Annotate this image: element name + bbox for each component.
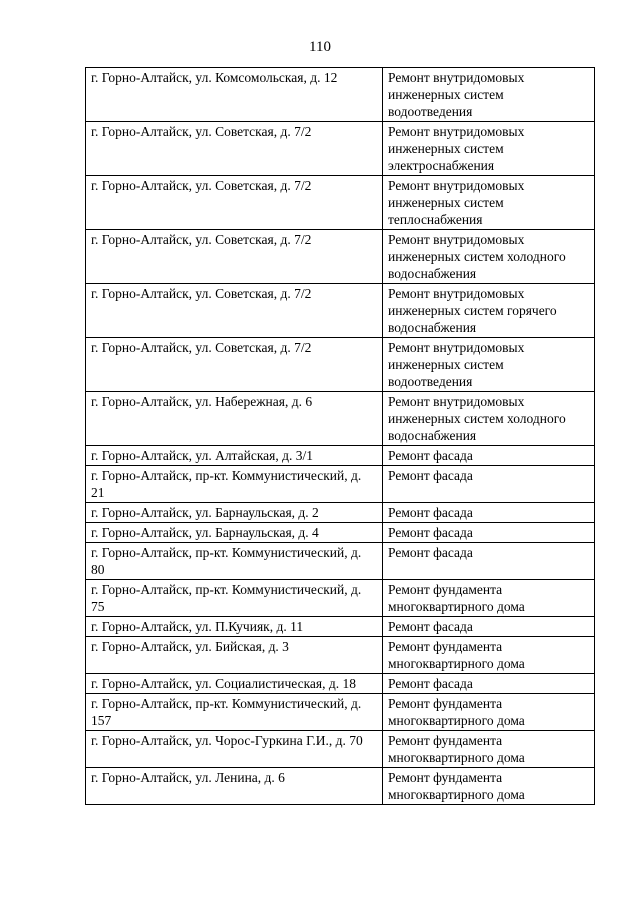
works-table [85, 67, 595, 805]
work-cell: Ремонт внутридомовых инженерных систем водоотведения [383, 68, 595, 122]
work-cell: Ремонт внутридомовых инженерных систем холодного водоснабжения [383, 392, 595, 446]
work-cell: Ремонт внутридомовых инженерных систем горячего водоснабжения [383, 284, 595, 338]
address-cell: г. Горно-Алтайск, ул. Комсомольская, д. 12 [86, 68, 383, 122]
work-cell: Ремонт фундамента многоквартирного дома [383, 768, 595, 805]
work-cell: Ремонт внутридомовых инженерных систем водоотведения [383, 338, 595, 392]
address-cell: г. Горно-Алтайск, ул. Советская, д. 7/2 [86, 230, 383, 284]
table-row [86, 580, 595, 617]
table-row [86, 230, 595, 284]
work-cell: Ремонт внутридомовых инженерных систем холодного водоснабжения [383, 230, 595, 284]
address-cell: г. Горно-Алтайск, ул. Чорос-Гуркина Г.И., д. 70 [86, 731, 383, 768]
table-row [86, 731, 595, 768]
work-cell: Ремонт фундамента многоквартирного дома [383, 637, 595, 674]
address-cell: г. Горно-Алтайск, ул. Советская, д. 7/2 [86, 176, 383, 230]
page-number: 110 [309, 39, 331, 55]
address-cell: г. Горно-Алтайск, ул. Советская, д. 7/2 [86, 338, 383, 392]
table-row [86, 284, 595, 338]
address-cell: г. Горно-Алтайск, ул. Барнаульская, д. 2 [86, 503, 383, 523]
works-table-body [86, 68, 595, 805]
address-cell: г. Горно-Алтайск, ул. П.Кучияк, д. 11 [86, 617, 383, 637]
address-cell: г. Горно-Алтайск, ул. Социалистическая, д. 18 [86, 674, 383, 694]
work-cell: Ремонт фасада [383, 617, 595, 637]
table-row [86, 338, 595, 392]
address-cell: г. Горно-Алтайск, пр-кт. Коммунистический, д. 75 [86, 580, 383, 617]
table-row [86, 466, 595, 503]
table-row [86, 68, 595, 122]
table-row [86, 503, 595, 523]
table-row [86, 543, 595, 580]
table-row [86, 176, 595, 230]
table-row [86, 768, 595, 805]
work-cell: Ремонт фасада [383, 674, 595, 694]
table-row [86, 523, 595, 543]
address-cell: г. Горно-Алтайск, ул. Бийская, д. 3 [86, 637, 383, 674]
work-cell: Ремонт фасада [383, 446, 595, 466]
table-row [86, 446, 595, 466]
table-row [86, 694, 595, 731]
address-cell: г. Горно-Алтайск, ул. Ленина, д. 6 [86, 768, 383, 805]
work-cell: Ремонт внутридомовых инженерных систем теплоснабжения [383, 176, 595, 230]
work-cell: Ремонт фасада [383, 503, 595, 523]
address-cell: г. Горно-Алтайск, ул. Советская, д. 7/2 [86, 122, 383, 176]
address-cell: г. Горно-Алтайск, ул. Алтайская, д. 3/1 [86, 446, 383, 466]
table-row [86, 122, 595, 176]
table-row [86, 617, 595, 637]
work-cell: Ремонт фасада [383, 466, 595, 503]
table-row [86, 637, 595, 674]
work-cell: Ремонт внутридомовых инженерных систем электроснабжения [383, 122, 595, 176]
address-cell: г. Горно-Алтайск, ул. Советская, д. 7/2 [86, 284, 383, 338]
work-cell: Ремонт фасада [383, 543, 595, 580]
address-cell: г. Горно-Алтайск, ул. Набережная, д. 6 [86, 392, 383, 446]
address-cell: г. Горно-Алтайск, пр-кт. Коммунистический, д. 21 [86, 466, 383, 503]
work-cell: Ремонт фундамента многоквартирного дома [383, 580, 595, 617]
table-row [86, 674, 595, 694]
address-cell: г. Горно-Алтайск, пр-кт. Коммунистический, д. 157 [86, 694, 383, 731]
work-cell: Ремонт фасада [383, 523, 595, 543]
work-cell: Ремонт фундамента многоквартирного дома [383, 731, 595, 768]
address-cell: г. Горно-Алтайск, ул. Барнаульская, д. 4 [86, 523, 383, 543]
table-row [86, 392, 595, 446]
address-cell: г. Горно-Алтайск, пр-кт. Коммунистический, д. 80 [86, 543, 383, 580]
work-cell: Ремонт фундамента многоквартирного дома [383, 694, 595, 731]
